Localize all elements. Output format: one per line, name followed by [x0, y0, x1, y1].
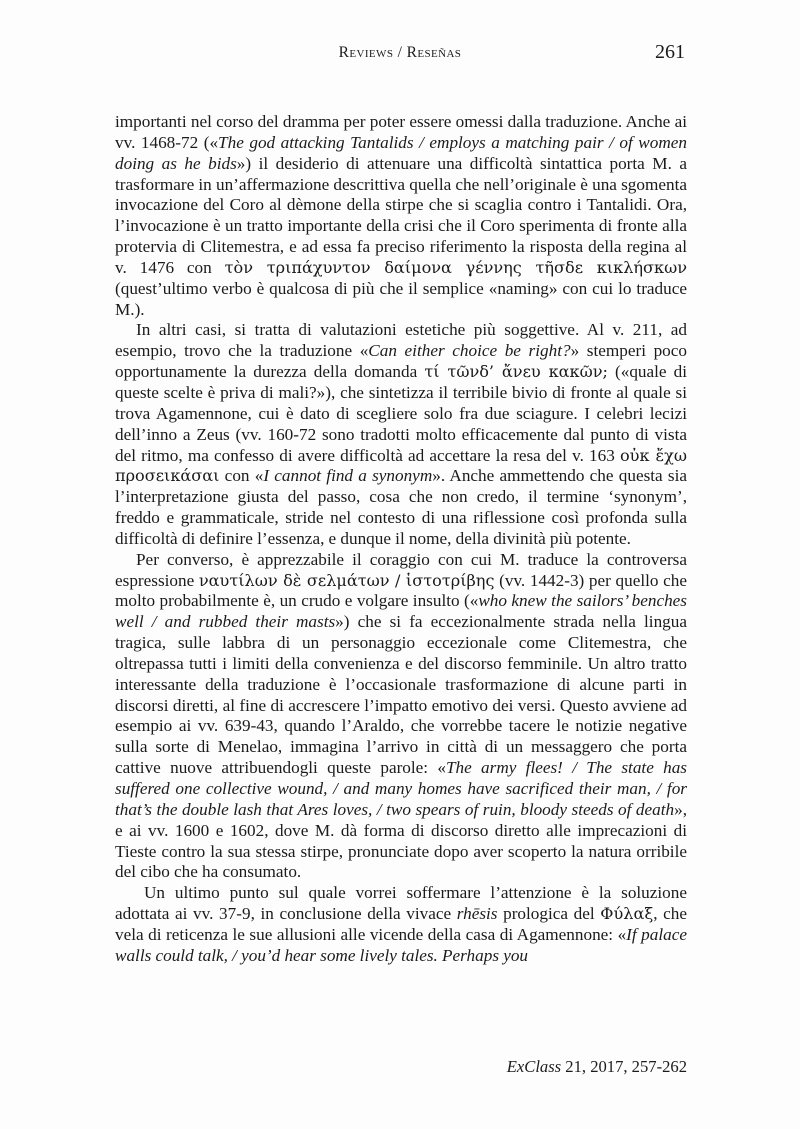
paragraph [115, 320, 687, 549]
text-run: Per converso, è apprezzabile il coraggio con cui M. traduce la controversa espressione [115, 549, 687, 590]
text-run: con « [219, 466, 264, 486]
quoted-translation: The god attacking Tantalids / employs a matching pair / of women doing as he bids [115, 132, 687, 173]
quoted-translation: who knew the sailors’ benches well / and rubbed their masts [115, 591, 687, 632]
text-run: Un ultimo punto sul quale vorrei soffermare l’attenzione è la soluzione adottata ai vv. 37-9, in conclusione della vivace [115, 883, 687, 924]
greek-passage: ναυτίλων δὲ σελμάτων / ἱστοτρίβης [198, 570, 495, 590]
text-run: (quest’ultimo verbo è qualcosa di più che il semplice «naming» con cui lo traduce M.). [115, 278, 687, 319]
running-head-title: Reviews / Reseñas [338, 44, 462, 61]
text-run: ») che si fa eccezionalmente strada nella lingua tragica, sulle labbra di un personaggio eccezionale come Clitemestra, che oltrepassa tutti i limiti della convenienza e del discorso femminile. Un altro tratto interessante della traduzione è l’occasionale trasformazione di alcune parti in discorsi diretti, al fine di accrescere l’impatto emotivo dei versi. Questo avviene ad esempio ai vv. 639-43, quando l’Araldo, che vorrebbe tacere le notizie negative sulla sorte di Menelao, immagina l’arrivo in città di un messaggero che porta cattive nuove attribuendogli queste parole: « [115, 612, 687, 778]
quoted-translation: Can either choice be right? [368, 341, 571, 361]
quoted-translation: rhēsis [456, 904, 498, 924]
text-run: («quale di queste scelte è priva di mali?»), che sintetizza il terribile bivio di fronte al quale si trova Agamennone, cui è dato di scegliere solo fra due sciagure. I celebri lecizi dell’inno a Zeus (vv. 160-72 sono tradotti molto efficacemente dal punto di vista del ritmo, ma confesso di avere difficoltà ad accettare la resa del v. 163 [115, 362, 687, 465]
quoted-translation: The army flees! / The state has suffered one collective wound, / and many homes have sacrificed their man, / for that’s the double lash that Ares loves, / two spears of ruin, bloody steeds of death [115, 758, 687, 819]
footer-citation [115, 1057, 687, 1077]
text-run: importanti nel corso del dramma per poter essere omessi dalla traduzione. Anche ai vv. 1468-72 (« [115, 112, 687, 152]
citation-detail: 21, 2017, 257-262 [561, 1057, 687, 1076]
greek-passage: Φύλαξ [600, 904, 654, 924]
text-run: In altri casi, si tratta di valutazioni estetiche più soggettive. Al v. 211, ad esempio, trovo che la traduzione « [115, 320, 687, 361]
body-text [115, 112, 687, 967]
paragraph [115, 112, 687, 320]
greek-passage: οὐκ ἔχω προσεικάσαι [115, 445, 688, 486]
text-run: , che vela di reticenza le sue allusioni alle vicende della casa di Agamennone: « [115, 904, 687, 944]
text-run: ». Anche ammettendo che questa sia l’interpretazione giusta del passo, cosa che non credo, il termine ‘synonym’, freddo e grammaticale, stride nel contesto di una riflessione così profonda sulla difficoltà di definire l’essenza, e dunque il nome, della divinità più potente. [115, 466, 687, 548]
paragraph [115, 883, 687, 966]
quoted-translation: If palace walls could talk, / you’d hear some lively tales. Perhaps you [115, 924, 687, 965]
paragraph [115, 550, 687, 884]
text-run: », e ai vv. 1600 e 1602, dove M. dà forma di discorso diretto alle imprecazioni di Tieste contro la sua stessa stirpe, pronunciate dopo aver scoperto la natura orribile del cibo che ha consumato. [115, 799, 687, 882]
quoted-translation: I cannot find a synonym [263, 466, 433, 486]
greek-passage: τί τῶνδ’ ἄνευ κακῶν; [424, 362, 608, 382]
running-head [115, 41, 685, 68]
greek-passage: τὸν τριπάχυντον δαίμονα γέννης τῆσδε κικλήσκων [224, 257, 687, 277]
journal-name: ExClass [506, 1057, 562, 1076]
page-number: 261 [655, 41, 685, 63]
text-run: prologica del [497, 904, 601, 924]
text-run: ») il desiderio di attenuare una difficoltà sintattica porta M. a trasformare in un’affermazione descrittiva quella che nell’originale è una sgomenta invocazione del Coro al dèmone della stirpe che si scaglia contro i Tantalidi. Ora, l’invocazione è un tratto importante della crisi che il Coro sperimenta di fronte alla protervia di Clitemestra, e ad essa fa preciso riferimento la risposta della regina al v. 1476 con [115, 153, 688, 277]
text-run: (vv. 1442-3) per quello che molto probabilmente è, un crudo e volgare insulto (« [115, 570, 687, 611]
text-run: » stemperi poco opportunamente la durezza della domanda [115, 341, 687, 382]
